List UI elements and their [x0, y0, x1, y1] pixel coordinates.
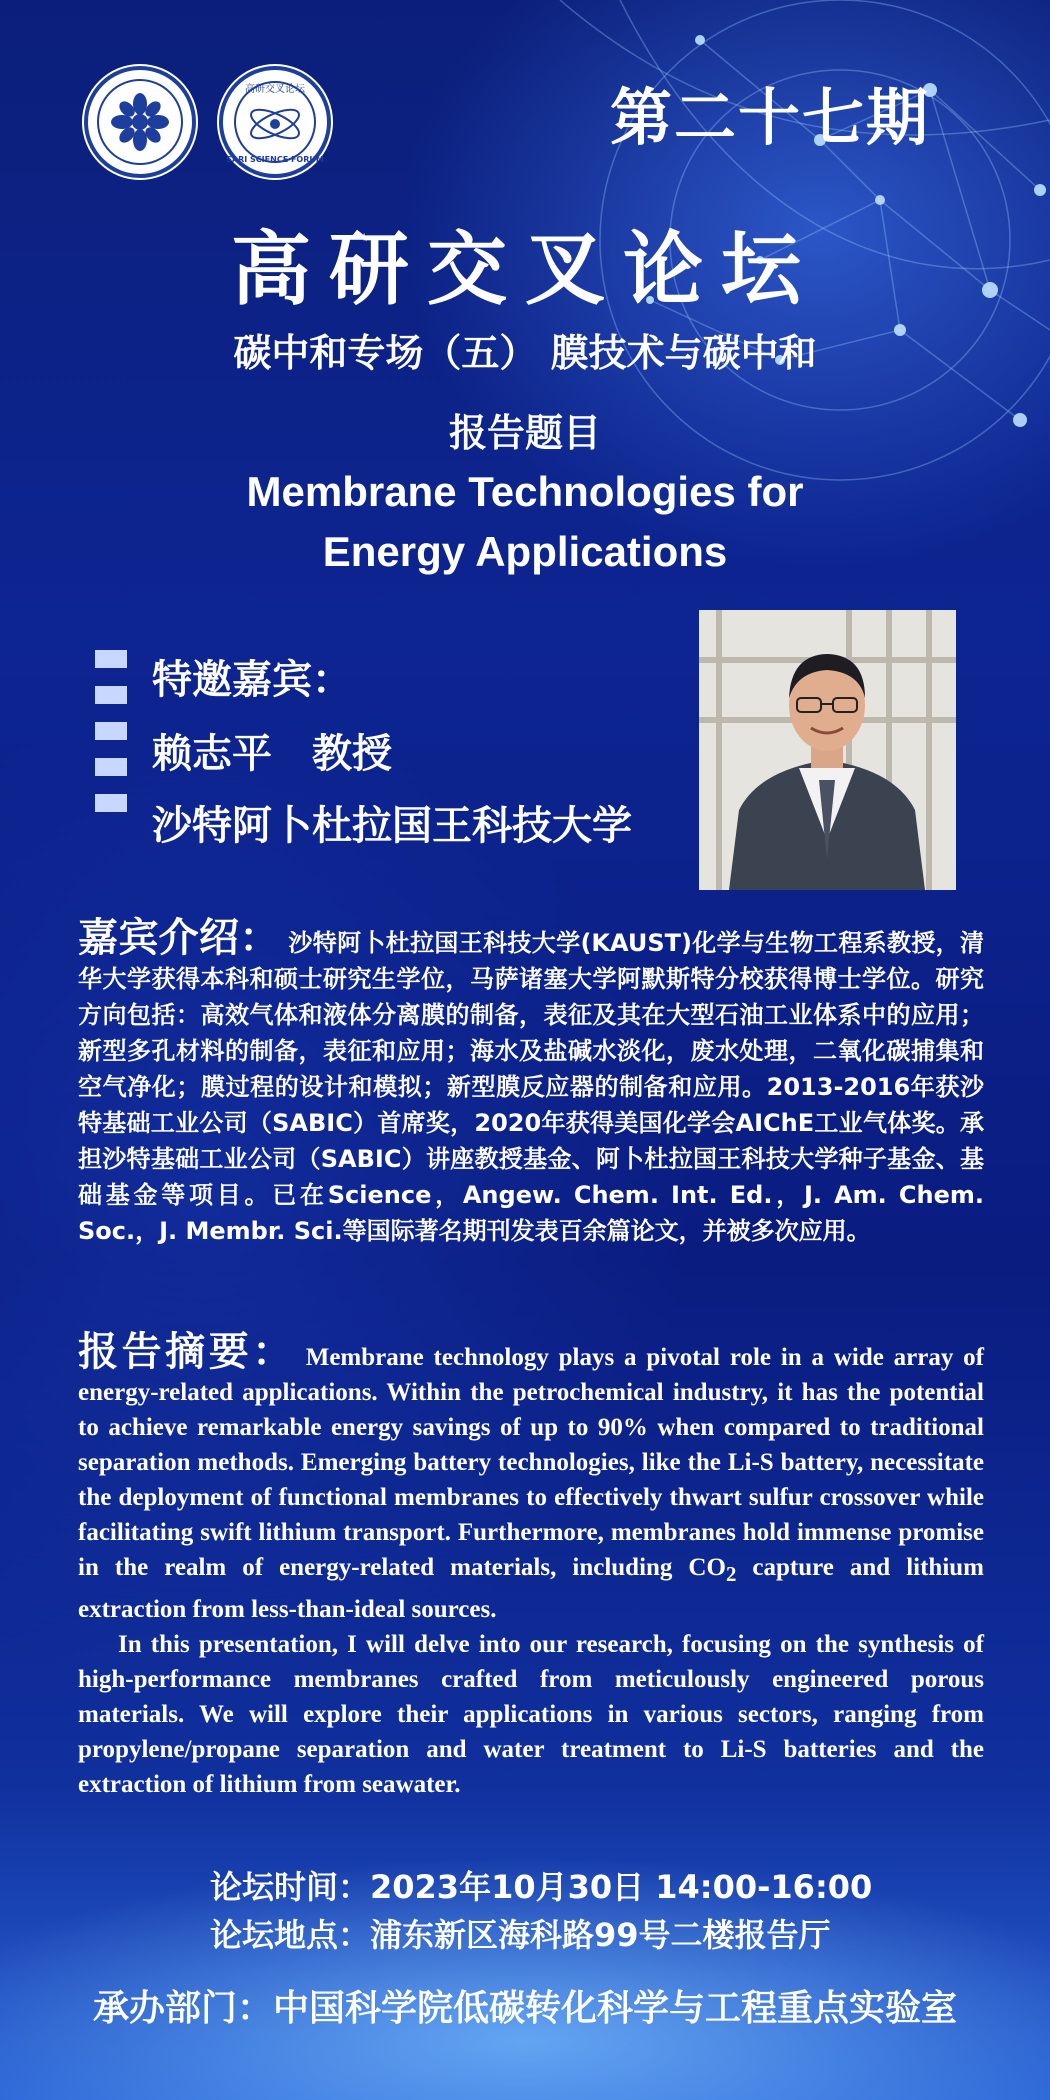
session-subtitle: 碳中和专场（五） 膜技术与碳中和 [233, 331, 817, 375]
issue-number: 第二十七期 [609, 81, 930, 154]
forum-time: 论坛时间：2023年10月30日 14:00-16:00 [210, 1868, 873, 1906]
abstract-paragraph-2: In this presentation, I will delve into our research, focusing on the synthesis of high-performance membranes crafted from meticulously engineered porous materials. We will explore their applications in various sectors, ranging from propylene/propane separation and water treatment to Li-S batteries and the extraction of lithium from seawater. [78, 1631, 984, 1798]
forum-location: 论坛地点：浦东新区海科路99号二楼报告厅 [210, 1916, 831, 1954]
report-title-line-1: Membrane Technologies for [246, 468, 804, 515]
abstract-heading: 报告摘要： [78, 1329, 296, 1375]
guest-label: 特邀嘉宾： [152, 657, 352, 703]
report-title-line-2: Energy Applications [322, 528, 728, 575]
abstract-paragraph-1: Membrane technology plays a pivotal role in a wide array of energy-related applications. Within the petrochemical industry, it has the potential to achieve remarkable energy savings of up to 90% when compared to traditional separation methods. Emerging battery technologies, like the Li-S battery, necessitate the deployment of functional membranes to effectively thwart sulfur crossover while facilitating swift lithium transport. Furthermore, membranes hold immense promise in the realm of energy-related materials, including $CO_2$ capture and lithium extraction from less-than-ideal sources. [78, 1344, 985, 1623]
svg-text:高研交叉论坛: 高研交叉论坛 [245, 84, 305, 95]
report-abstract [78, 1329, 985, 1802]
forum-logo [217, 64, 333, 180]
forum-title: 高研交叉论坛 [231, 223, 819, 316]
svg-text:SARI SCIENCE FORUM: SARI SCIENCE FORUM [226, 155, 324, 164]
guest-introduction [78, 915, 985, 1249]
report-title-label: 报告题目 [448, 411, 601, 455]
institute-logo [82, 64, 198, 180]
guest-name: 赖志平 教授 [152, 731, 392, 777]
bullet-bars [95, 650, 127, 830]
guest-affiliation: 沙特阿卜杜拉国王科技大学 [152, 803, 632, 849]
host-department: 承办部门：中国科学院低碳转化科学与工程重点实验室 [92, 1988, 957, 2029]
intro-text: 沙特阿卜杜拉国王科技大学(KAUST)化学与生物工程系教授，清华大学获得本科和硕士研究生学位，马萨诸塞大学阿默斯特分校获得博士学位。研究方向包括：高效气体和液体分离膜的制备，表征及其在大型石油工业体系中的应用；新型多孔材料的制备，表征和应用；海水及盐碱水淡化，废水处理，二氧化碳捕集和空气净化；膜过程的设计和模拟；新型膜反应器的制备和应用。2013-2016年获沙特基础工业公司（SABIC）首席奖，2020年获得美国化学会AIChE工业气体奖。承担沙特基础工业公司（SABIC）讲座教授基金、阿卜杜拉国王科技大学种子基金、基础基金等项目。已在Science，Angew. Chem. Int. Ed.，J. Am. Chem. Soc.，J. Membr. Sci.等国际著名期刊发表百余篇论文，并被多次应用。 [78, 929, 985, 1245]
speaker-photo [699, 610, 956, 890]
intro-heading: 嘉宾介绍： [78, 915, 280, 961]
report-title [75, 462, 975, 582]
